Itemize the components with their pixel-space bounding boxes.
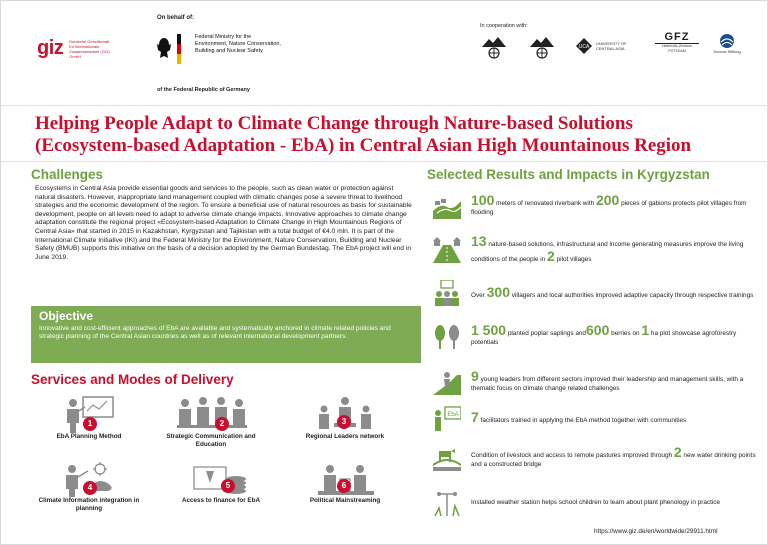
service-number-badge: 4 <box>83 481 97 495</box>
result-phrase: ha plot showcase agroforestry potentials <box>471 330 737 346</box>
partner-logo-2 <box>527 35 557 60</box>
service-label: Strategic Communication and Education <box>166 433 256 448</box>
result-number: 2 <box>673 444 682 461</box>
service-label: Political Mainstreaming <box>309 497 381 504</box>
service-label: Climate Information integration in planning <box>38 497 140 512</box>
result-item-4 <box>433 323 761 349</box>
partner-logo-succow <box>713 33 741 55</box>
service-item-3 <box>285 395 405 441</box>
federal-republic-label: of the Federal Republic of Germany <box>157 87 250 93</box>
succow-name: Succow Stiftung <box>713 50 741 54</box>
svg-text:UCA: UCA <box>578 44 590 50</box>
cooperation-label: In cooperation with: <box>480 23 528 29</box>
service-number-badge: 1 <box>83 417 97 431</box>
result-text <box>471 408 761 426</box>
service-item-2 <box>151 395 271 448</box>
title-line-1: Helping People Adapt to Climate Change through Nature-based Solutions <box>35 113 633 134</box>
ministry-line-1: Federal Ministry for the <box>195 34 252 40</box>
service-number-badge: 2 <box>215 417 229 431</box>
result-text <box>471 499 761 508</box>
result-text <box>471 194 761 217</box>
service-label: Regional Leaders network <box>305 433 385 440</box>
result-phrase: planted poplar saplings and <box>506 330 586 338</box>
result-item-5 <box>433 369 761 395</box>
result-phrase: new water drinking points and a constructed bridge <box>471 452 756 468</box>
title-divider <box>1 161 768 162</box>
result-phrase: Over <box>471 291 487 299</box>
service-item-5 <box>161 461 281 505</box>
result-item-8 <box>433 490 761 516</box>
result-number: 1 <box>641 322 650 339</box>
service-number-badge: 5 <box>221 479 235 493</box>
result-item-6 <box>433 405 761 431</box>
result-number: 100 <box>471 192 495 209</box>
uca-name: UNIVERSITY OF CENTRAL ASIA <box>596 41 627 51</box>
giz-subtitle: Deutsche Gesellschaft für Internationale Zusammenarbeit (GIZ) GmbH <box>69 38 110 59</box>
result-phrase: berries on <box>609 330 642 338</box>
result-number: 13 <box>471 233 487 249</box>
objective-text: Innovative and cost-efficient approaches of EbA are available and systematically anchored in climate related policies and strategic planning of the Central Asian countries as well as of relevant international development partners. <box>39 325 391 341</box>
service-item-1 <box>29 395 149 441</box>
facilitator-board-icon <box>433 405 461 431</box>
mountain-emblem-icon <box>529 35 555 59</box>
services-heading: Services and Modes of Delivery <box>31 372 234 387</box>
result-phrase: Condition of livestock and access to remote pastures improved through <box>471 452 674 460</box>
service-item-6 <box>285 461 405 505</box>
result-text <box>471 446 761 469</box>
trees-icon <box>433 323 461 349</box>
gfz-wordmark: GFZ <box>664 31 690 43</box>
ministry-name <box>195 34 305 64</box>
ministry-logo <box>157 34 305 64</box>
result-item-3 <box>433 280 761 306</box>
on-behalf-label: On behalf of: <box>157 15 194 21</box>
result-item-7 <box>433 445 761 471</box>
results-heading: Selected Results and Impacts in Kyrgyzstan <box>427 167 710 182</box>
challenges-text: Ecosystems in Central Asia provide essential goods and services to the people, such as clean water or protection against natural disasters. However, inappropriate land management coupled with climatic changes pose a severe threat to livelihood strategies and the economic development of the region. To ensure a beneficial use of natural resources as basis for sustainable development, people on all levels need to adapt to adverse climate change impacts. Innovative approaches to climate change adaptation constitute the regional project «Ecosystem-based Adaptation to Climate Change in High Mountainous Regions of Central Asia» that started in 2015 in Kazakhstan, Kyrgyzstan and Tajikistan with a total budget of €4.0 mln. It is part of the International Climate Initiative (IKI) and the Federal Ministry for the Environment, Nature Conservation, Building and Nuclear Safety (BMUB) supports this initiative on the basis of a decision adopted by the German Bundestag. The EbA project will end in June 2019. <box>35 185 412 261</box>
climbing-leader-icon <box>433 369 461 395</box>
weather-station-icon <box>433 490 461 516</box>
group-people-icon <box>171 395 251 433</box>
giz-logo <box>37 37 113 60</box>
result-phrase: nature-based solutions, infrastructural and income generating measures improve the living conditions of the people in <box>471 241 744 263</box>
succow-emblem-icon <box>717 33 737 49</box>
result-phrase: pilot villages <box>554 255 592 263</box>
eagle-icon <box>157 34 171 64</box>
objective-heading: Objective <box>39 309 94 323</box>
partner-logo-1 <box>479 35 509 60</box>
result-phrase: pieces of gabions protects pilot villages from flooding <box>471 200 747 216</box>
mountain-emblem-icon <box>481 35 507 59</box>
result-phrase: Installed weather station helps school children to learn about plant phenology in practice <box>471 498 721 506</box>
training-people-icon <box>433 280 461 306</box>
giz-wordmark: giz <box>37 37 64 59</box>
gfz-subtitle: Helmholtz-Zentrum POTSDAM <box>655 43 699 54</box>
partner-logo-gfz <box>655 31 699 54</box>
german-flag-bar <box>177 34 181 64</box>
service-item-4 <box>29 461 149 512</box>
result-number: 9 <box>471 368 479 385</box>
partner-logo-uca <box>575 37 635 55</box>
eba-sign-text: EbA <box>447 412 459 418</box>
ministry-line-3: Building and Nuclear Safety <box>195 48 263 54</box>
source-url: https://www.giz.de/en/worldwide/29911.html <box>594 528 718 535</box>
result-item-1 <box>433 193 761 219</box>
poster-title <box>35 113 735 157</box>
challenges-heading: Challenges <box>31 167 104 182</box>
service-label: EbA Planning Method <box>56 433 122 440</box>
service-label: Access to finance for EbA <box>181 497 261 504</box>
livestock-bridge-icon <box>433 445 461 471</box>
village-road-icon <box>433 237 461 263</box>
result-text <box>471 370 761 393</box>
objective-box <box>31 306 421 363</box>
result-number: 300 <box>486 283 510 300</box>
result-number: 1 500 <box>471 322 507 339</box>
result-item-2 <box>433 235 761 264</box>
uca-emblem-icon <box>575 37 593 55</box>
result-number: 7 <box>471 408 479 425</box>
service-number-badge: 6 <box>337 479 351 493</box>
result-number: 2 <box>547 247 555 264</box>
service-number-badge: 3 <box>337 415 351 429</box>
header-divider <box>1 105 768 106</box>
ministry-line-2: Environment, Nature Conservation, <box>195 41 281 47</box>
finance-coins-icon <box>186 461 256 497</box>
result-text <box>471 283 761 301</box>
riverbank-icon <box>433 193 461 219</box>
result-number: 200 <box>595 192 620 209</box>
title-line-2: (Ecosystem-based Adaptation - EbA) in Central Asian High Mountainous Region <box>35 135 692 156</box>
result-phrase: young leaders from different sectors improved their leadership and management skills, with a thematic focus on climate change related challenges <box>471 376 744 392</box>
result-phrase: villagers and local authorities improved adaptive capacity through respective trainings <box>509 291 754 299</box>
result-text <box>471 324 761 347</box>
result-number: 600 <box>586 322 610 339</box>
result-text <box>471 235 761 264</box>
result-phrase: meters of renovated riverbank with <box>494 200 596 208</box>
result-phrase: facilitators trained in applying the EbA method together with communities <box>478 416 687 424</box>
